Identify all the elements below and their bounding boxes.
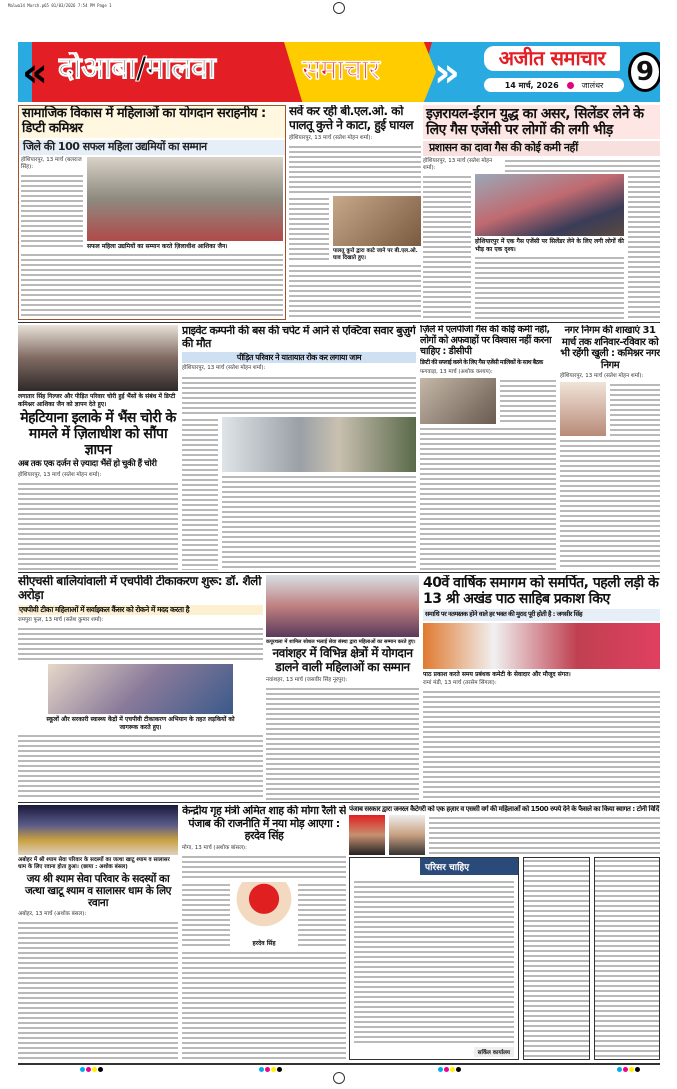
photo-caption: लगातार सिंह गिल्जर और पीड़ित परिवार चोरी हुई भैंसों के संबंध में डिप्टी कमिश्नर आशिका जैन को ज्ञापन देते हुए। [18, 393, 176, 408]
photo-caption: स्कूलों और सरकारी स्वास्थ्य केंद्रों में एचपीवी टीकाकरण अभियान के तहत लड़कियों को जागरूक करते हुए। [46, 716, 235, 731]
photo-path-prakash [423, 623, 660, 669]
story-amit-shah-rally [182, 805, 346, 1060]
photo-women-group [266, 575, 419, 637]
body-text [289, 263, 421, 320]
page-number: 9 [628, 52, 660, 92]
body-text [222, 474, 416, 570]
body-text [298, 882, 346, 948]
headline: नगर निगम की शाखाएं 31 मार्च तक शनिवार-रविवार को भी रहेंगी खुली : कमिश्नर नगर निगम [560, 325, 660, 371]
photo-women-honoured [87, 157, 283, 241]
ad-title: परिसर चाहिए [420, 858, 518, 875]
photo-memorandum [18, 325, 178, 391]
issue-city: जालंधर [581, 80, 604, 90]
headline: जय श्री श्याम सेवा परिवार के सदस्यों का जत्था खाटू श्याम व सालासर धाम के लिए रवाना [25, 872, 171, 909]
story-blo-dog-bite [289, 105, 421, 320]
photo-caption: सफल महिला उद्यमियों का सम्मान करते ज़िलाधीश आशिका जैन। [87, 242, 228, 250]
dateline: नवांशहर, 13 मार्च (जसवीर सिंह नूरपुर): [266, 676, 348, 683]
body-text [505, 158, 660, 172]
photo-caption: पाठ प्रकाश करते समय प्रबंधक कमेटी के सेवादार और मौजूद संगत। [423, 670, 571, 678]
story-buffalo-theft [18, 325, 178, 570]
dateline: अबोहर, 13 मार्च (अशोक बंसल): [18, 910, 87, 917]
body-text [182, 375, 416, 415]
photo-bus-jam [222, 417, 416, 472]
body-text [628, 174, 660, 320]
subheadline: एचपीवी टीका महिलाओं में सर्वाइकल कैंसर को रोकने में मदद करता है [18, 605, 263, 616]
photo-caption: हरदेव सिंह [252, 940, 276, 948]
issue-date: 14 मार्च, 2026 [504, 80, 559, 90]
paper-name: अजीत समाचार [484, 46, 620, 71]
dateline: रामपुरा फूल, 13 मार्च (सतेश कुमार शर्मा): [18, 617, 104, 624]
photo-dcp-meeting [420, 378, 496, 424]
body-text [182, 417, 218, 570]
body-text [18, 481, 178, 570]
headline: सीएचसी बालियांवाली में एचपीवी टीकाकरण शुरू: डॉ. शैली अरोड़ा [18, 575, 261, 602]
photo-dog-bite [333, 196, 421, 246]
body-text [21, 173, 83, 250]
body-text [21, 252, 283, 319]
chevron-right-icon: » [434, 50, 460, 96]
ad-body [354, 879, 514, 1043]
dateline: रामां मंडी, 13 मार्च (तरसेम सिंगला): [423, 680, 497, 687]
photo-commissioner [560, 382, 606, 436]
body-text [610, 382, 660, 436]
photo-jattha [18, 805, 178, 855]
subheadline: पीड़ित परिवार ने यातायात रोक कर लगाया जाम [182, 352, 416, 363]
body-text [182, 854, 346, 880]
dateline: होशियारपुर, 13 मार्च (सतेश मोहन शर्मा): [182, 365, 266, 372]
headline: इज़रायल-ईरान युद्ध का असर, सिलेंडर लेने के लिए गैस एजेंसी पर लोगों की लगी भीड़ [423, 105, 660, 139]
notice-column [523, 857, 590, 1060]
headline: सर्वे कर रही बी.एल.ओ. को पालतू कुत्ते ने काटा, हुई घायल [289, 105, 414, 132]
divider [18, 322, 660, 323]
body-text [289, 144, 421, 194]
body-text [182, 950, 346, 1060]
story-lpg-no-shortage [420, 325, 556, 570]
story-shyam-jattha [18, 805, 178, 1060]
headline: मेहटियाना इलाके में भैंस चोरी के मामले में ज़िलाधीश को सौंपा ज्ञापन [20, 410, 176, 459]
story-women-honour-nawanshahr [266, 575, 419, 800]
body-text [18, 920, 178, 1060]
ad-footer: सर्किल कार्यालय [474, 1047, 514, 1057]
subheadline: डिप्टी की सप्लाई करने के लिए गैस एजेंसी मालिकों के साथ बैठक [420, 358, 543, 366]
headline: नवांशहर में विभिन्न क्षेत्रों में योगदान डालने वाली महिलाओं का सम्मान [272, 646, 413, 675]
body-text [429, 815, 660, 855]
story-gas-cylinder-rush [423, 105, 660, 320]
story-tony-virdi [349, 805, 660, 1060]
story-municipal-offices-open [560, 325, 660, 570]
masthead [18, 42, 660, 102]
notice-column [594, 857, 661, 1060]
body-text [289, 196, 329, 262]
body-text [500, 378, 556, 424]
body-text [420, 426, 556, 570]
masthead-section2: समाचार [302, 53, 380, 86]
dateline: होशियारपुर, 13 मार्च (सतेश मोहन शर्मा): [560, 373, 644, 379]
photo-person-2 [389, 815, 425, 855]
subheadline: समाधि पर नतमस्तक होने वाले हर भक्त की मुराद पूरी होती है : जगसीर सिंह [423, 609, 660, 620]
subheadline: प्रशासन का दावा गैस की कोई कमी नहीं [423, 141, 660, 156]
subheadline: अब तक एक दर्जन से ज़्यादा भैंसें हो चुकी हैं चोरी [18, 459, 157, 470]
headline: ज़िले में एलपीजी गैस की कोई कमी नहीं, लोगों को अफवाहों पर विश्वास नहीं करना चाहिए : डीसीपी [420, 325, 552, 357]
body-text [423, 689, 660, 800]
photo-caption: होशियारपुर में एक गैस एजेंसी पर सिलेंडर लेने के लिए लगी लोगों की भीड़ का एक दृश्य। [475, 238, 624, 253]
ad-premises-wanted [349, 857, 519, 1060]
body-text [475, 255, 624, 320]
body-text [182, 882, 230, 948]
story-hpv-vaccination [18, 575, 263, 800]
story-bus-accident [182, 325, 416, 570]
body-text [560, 438, 660, 570]
story-akhand-path [423, 575, 660, 800]
story-women-development [18, 105, 286, 320]
chevron-left-icon: « [22, 50, 48, 96]
photo-gas-agency-crowd [475, 174, 624, 236]
body-text [18, 626, 263, 662]
dateline: मोगा, 13 मार्च (अशोक बांसल): [182, 844, 247, 851]
body-text [18, 733, 263, 800]
print-slug: Malwa14 March.p65 01/03/2026 7:54 PM Page 1 [8, 3, 112, 8]
crosshair-icon [333, 2, 345, 14]
photo-person-1 [349, 815, 385, 855]
photo-caption: पालतू कुत्ते द्वारा काटे जाने पर बी.एल.ओ. घाव दिखाते हुए। [333, 247, 418, 261]
headline: केन्द्रीय गृह मंत्री अमित शाह की मोगा रैली से पंजाब की राजनीति में नया मोड़ आएगा : हरदेव सिंह [182, 805, 346, 843]
photo-caption: अबोहर में श्री श्याम सेवा परिवार के सदस्यों का जत्था खाटू श्याम व सालासर धाम के लिए रवाना होता हुआ। (छाया : अशोक बंसल) [18, 857, 170, 870]
subheadline: जिले की 100 सफल महिला उद्यमियों का सम्मान [19, 140, 285, 155]
headline: पंजाब सरकार द्वारा जनरल कैटेगरी को एक हज़ार व एससी वर्ग की महिलाओं को 1500 रुपये देने के फैसले का किया स्वागत : टोनी विर्दि [349, 805, 659, 813]
photo-caption: कपूरथला में शामिल सोशल भलाई सेवा संस्था द्वारा महिलाओं का सम्मान करते हुए। [266, 639, 416, 645]
divider [18, 802, 660, 803]
date-pill [484, 78, 624, 92]
dateline: होशियारपुर, 13 मार्च (सतेश मोहन शर्मा): [18, 472, 102, 479]
footer-rule [18, 1063, 660, 1065]
dateline: होशियारपुर, 13 मार्च (सतेश मोहन शर्मा): [423, 157, 493, 171]
dateline: फगवाड़ा, 13 मार्च (अशोक कश्यप): [420, 368, 493, 375]
photo-hardev-singh [234, 882, 294, 938]
photo-hpv-awareness [48, 664, 233, 714]
crosshair-icon [333, 1072, 345, 1084]
dateline: होशियारपुर, 13 मार्च (बलराज सिंह): [21, 156, 82, 170]
divider [18, 572, 660, 573]
masthead-section: दोआबा/मालवा [58, 52, 216, 86]
body-text [266, 686, 419, 800]
headline: प्राइवेट कम्पनी की बस की चपेट में आने से एक्टिवा सवार बुज़ुर्ग की मौत [182, 325, 416, 350]
dot-icon [567, 82, 574, 89]
body-text [423, 174, 471, 320]
headline: सामाजिक विकास में महिलाओं का योगदान सराहनीय : डिप्टी कमिश्नर [19, 106, 285, 138]
dateline: होशियारपुर, 13 मार्च (सतेश मोहन शर्मा): [289, 134, 373, 141]
color-registration-marks [80, 1067, 640, 1073]
headline: 40वें वार्षिक समागम को समर्पित, पहली लड़ी के 13 श्री अखंड पाठ साहिब प्रकाश किए [423, 575, 659, 608]
